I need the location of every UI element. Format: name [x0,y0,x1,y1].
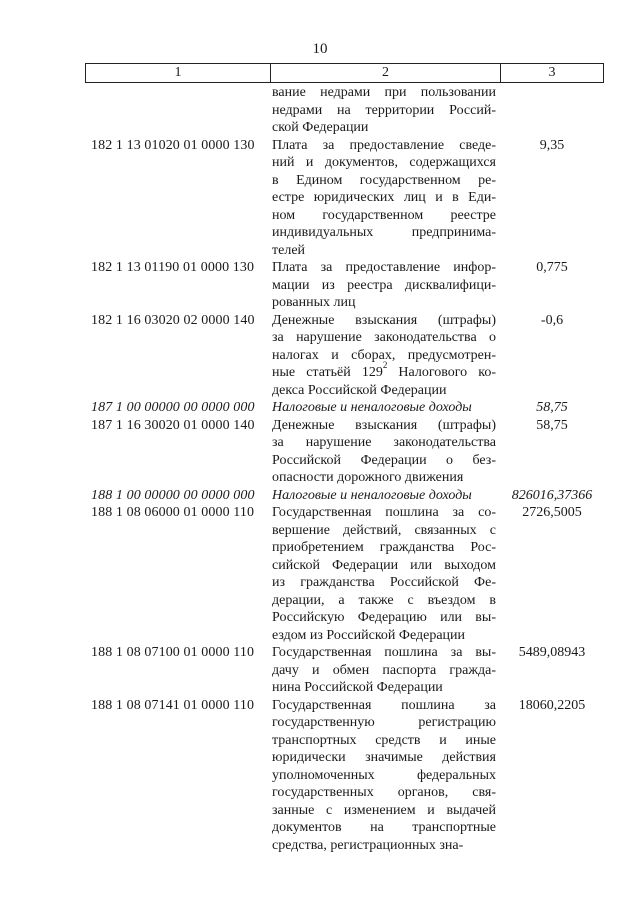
revenue-name [270,697,500,855]
budget-code: 187 1 16 30020 01 0000 140 [91,417,255,433]
budget-code: 182 1 13 01020 01 0000 130 [91,137,255,153]
revenue-name-line: естре юридических лиц и в Еди- [272,190,496,205]
budget-code: 187 1 00 00000 00 0000 000 [91,400,255,415]
budget-code: 188 1 08 07100 01 0000 110 [91,645,255,660]
revenue-name-line: рованных лиц [272,295,356,310]
revenue-name-line: дерации, а также с въездом в [272,592,496,608]
amount-value: 58,75 [536,417,568,433]
amount-value: 58,75 [536,400,568,415]
revenue-name-line: декса Российской Федерации [272,382,447,398]
revenue-name-line: Государственная пошлина за со- [272,505,496,520]
table-row [85,399,604,417]
revenue-name-line: мации из реестра дисквалифици- [272,277,496,293]
revenue-name-line: государственных органов, свя- [272,785,496,800]
budget-code: 182 1 13 01190 01 0000 130 [91,260,255,275]
revenue-name [270,417,500,487]
revenue-name-line: телей [272,242,306,258]
revenue-name-line: Плата за предоставление сведе- [272,137,496,153]
revenue-name-line: Плата за предоставление инфор- [272,260,496,275]
revenue-name-line: нина Российской Федерации [272,680,443,695]
revenue-name-line: вание недрами при пользовании [272,85,496,100]
revenue-name [270,312,500,400]
revenue-name [270,137,500,260]
table-row [85,504,604,644]
table-row [85,487,604,505]
revenue-name-line: Денежные взыскания (штрафы) [272,312,496,328]
revenue-name [270,84,500,137]
revenue-name-line: за нарушение законодательства [272,435,496,450]
amount-value: 2726,5005 [522,505,582,520]
revenue-name-line: занные с изменением и выдачей [272,802,496,818]
amount-value: 0,775 [536,260,568,275]
revenue-name-line: Российской Федерации о без- [272,452,496,468]
revenue-name-line: ний и документов, содержащихся [272,155,496,170]
budget-code: 188 1 08 07141 01 0000 110 [91,697,255,713]
revenue-name-line: государственную регистрацию [272,715,496,730]
revenue-name-line: сийской Федерации или выходом [272,557,496,573]
revenue-name-line: средства, регистрационных зна- [272,837,464,853]
budget-code: 182 1 16 03020 02 0000 140 [91,312,255,328]
table-row [85,312,604,400]
revenue-name [270,487,500,505]
revenue-name-line: вершение действий, связанных с [272,522,496,538]
amount-value [500,84,604,137]
amount-value: 5489,08943 [518,645,586,660]
revenue-name-line: недрами на территории Россий- [272,102,496,118]
table-row [85,644,604,697]
column-header-3: 3 [548,65,556,80]
budget-code [85,84,270,137]
page-number: 10 [312,41,328,57]
revenue-name-line: ездом из Российской Федерации [272,627,466,643]
column-header-1: 1 [86,64,271,82]
revenue-name-line: из гражданства Российской Фе- [272,575,496,590]
revenue-name-line: Российскую Федерацию или вы- [272,610,496,625]
table-header [85,63,604,83]
amount-value: 18060,2205 [518,697,586,713]
revenue-name-line: налогах и сборах, предусмотрен- [272,347,496,363]
revenue-name-line: Государственная пошлина за вы- [272,645,496,660]
revenue-name-line: Денежные взыскания (штрафы) [272,417,496,433]
revenue-name [270,259,500,312]
table-row [85,84,604,137]
revenue-name [270,504,500,644]
budget-code: 188 1 08 06000 01 0000 110 [91,505,255,520]
revenue-name-line: индивидуальных предпринима- [272,225,496,240]
revenue-name-line: приобретением гражданства Рос- [272,540,496,555]
revenue-name [270,399,500,417]
column-header-2: 2 [271,64,501,82]
revenue-name-line: в Едином государственном ре- [272,172,496,188]
table-row [85,259,604,312]
revenue-name-line: Государственная пошлина за [272,697,496,713]
revenue-name-line: опасности дорожного движения [272,470,464,485]
revenue-name-line: транспортных средств и иные [272,732,496,748]
table-row [85,137,604,260]
revenue-name-line: Налоговые и неналоговые доходы [272,400,472,415]
amount-value: -0,6 [540,312,564,328]
revenue-name-line: ном государственном реестре [272,207,496,223]
table-row [85,697,604,855]
revenue-name-line: за нарушение законодательства о [272,330,496,345]
table-row [85,417,604,487]
revenue-name-line: Налоговые и неналоговые доходы [272,487,472,503]
budget-code: 188 1 00 00000 00 0000 000 [91,487,255,503]
revenue-name-line: ные статьёй $129^2$ Налогового ко- [272,360,496,380]
amount-value: 826016,37366 [511,487,593,503]
revenue-name-line: документов на транспортные [272,820,496,835]
revenue-table-body [85,84,604,854]
revenue-name-line: уполномоченных федеральных [272,767,496,783]
revenue-name-line: ской Федерации [272,120,369,135]
revenue-name-line: дачу и обмен паспорта гражда- [272,662,496,678]
amount-value: 9,35 [539,137,565,153]
revenue-name-line: юридически значимые действия [272,750,496,765]
revenue-name [270,644,500,697]
